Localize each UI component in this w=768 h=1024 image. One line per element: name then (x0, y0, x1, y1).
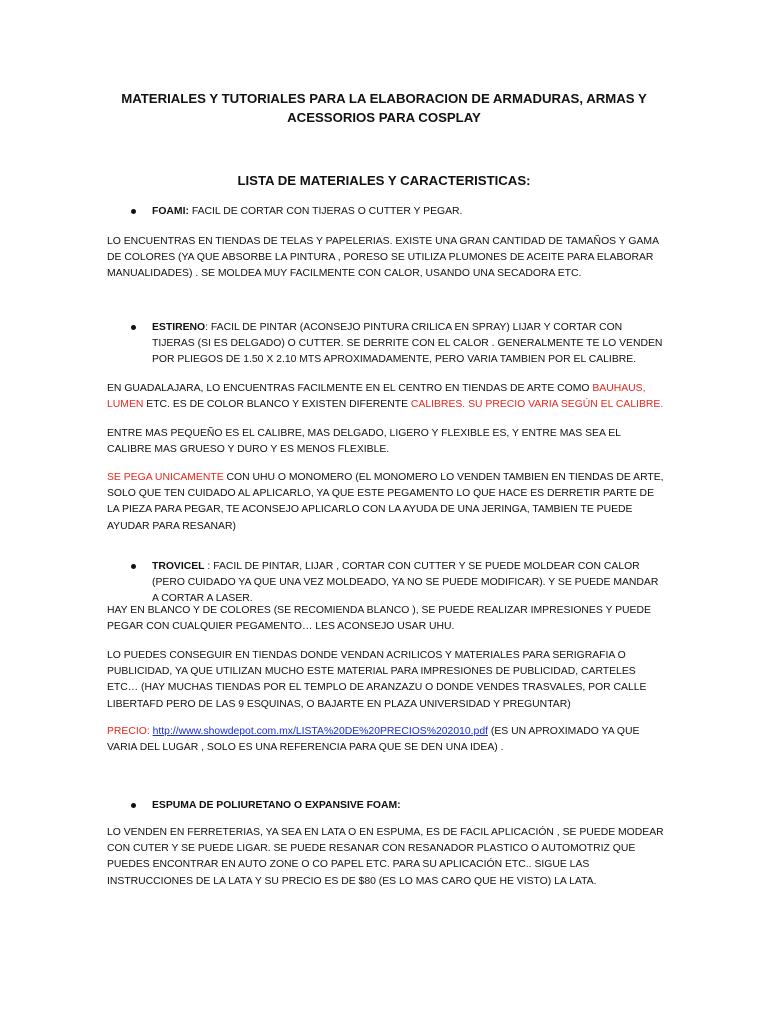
paragraph-espuma: LO VENDEN EN FERRETERIAS, YA SEA EN LATA O EN ESPUMA, ES DE FACIL APLICACIÓN , SE PUEDE MODEAR CON CUTER Y SE PUEDE LIGAR. SE PUEDE RESANAR CON RESANADOR PLASTICO O AUTOMOTRIZ QUE PUEDES ENCONTRAR EN AUTO ZONE O CO PAPEL ETC. PARA SU APLICACIÓN ETC.. SIGUE LAS INSTRUCCIONES DE LA LATA Y SU PRECIO ES DE $80 (ES LO MAS CARO QUE HE VISTO) LA LATA. (107, 827, 664, 887)
bullet-text (152, 204, 667, 220)
material-description: : FACIL DE PINTAR, LIJAR , CORTAR CON CUTTER Y SE PUEDE MOLDEAR CON CALOR (PERO CUIDADO YA QUE UNA VEZ MOLDEADO, YA NO SE PUEDE MODIFICAR). Y SE PUEDE MANDAR A CORTAR A LASER. (152, 561, 659, 605)
text-run: (ES UN APROXIMADO YA QUE VARIA DEL LUGAR , SOLO ES UNA REFERENCIA PARA QUE SE DEN UNA IDEA) . (107, 726, 640, 754)
bullet-item-trovicel (107, 559, 667, 608)
material-label: FOAMI: (152, 206, 189, 217)
paragraph-estireno-calibre: ENTRE MAS PEQUEÑO ES EL CALIBRE, MAS DELGADO, LIGERO Y FLEXIBLE ES, Y ENTRE MAS SEA EL CALIBRE MAS GRUESO Y DURO Y ES MENOS FLEXIBLE. (107, 428, 621, 456)
bullet-item-espuma (107, 798, 667, 814)
paragraph-foami: LO ENCUENTRAS EN TIENDAS DE TELAS Y PAPELERIAS. EXISTE UNA GRAN CANTIDAD DE TAMAÑOS Y GAMA DE COLORES (YA QUE ABSORBE LA PINTURA , PORESO SE UTILIZA PLUMONES DE ACEITE PARA ELABORAR MANUALIDADES) . SE MOLDEA MUY FACILMENTE CON CALOR, USANDO UNA SECADORA ETC. (107, 236, 659, 280)
paragraph-trovicel-price (107, 724, 667, 756)
material-label: ESTIRENO (152, 322, 206, 333)
highlight-calibres: CALIBRES. SU PRECIO VARIA SEGÚN EL CALIBRE. (410, 399, 664, 411)
text-run: CON UHU O MONOMERO (EL MONOMERO LO VENDEN TAMBIEN EN TIENDAS DE ARTE, SOLO QUE TEN CUIDADO AL APLICARLO, YA QUE ESTE PEGAMENTO LO QUE HACE ES DERRETIR PARTE DE LA PIEZA PARA PEGAR, TE ACONSEJO APLICARLO CON LA AYUDA DE UNA JERINGA, TAMBIEN TE PUEDE AYUDAR PARA RESANAR) (107, 472, 664, 532)
paragraph-estireno-glue (107, 470, 667, 535)
price-label: PRECIO: (107, 726, 150, 737)
bullet-item-foami (107, 204, 667, 220)
bullet-icon (131, 209, 136, 214)
material-label: TROVICEL (152, 561, 205, 572)
highlight-glue: SE PEGA UNICAMENTE (107, 472, 224, 483)
text-run: EN GUADALAJARA, LO ENCUENTRAS FACILMENTE EN EL CENTRO EN TIENDAS DE ARTE COMO (107, 383, 593, 394)
text-run: ETC. ES DE COLOR BLANCO Y EXISTEN DIFERENTE (143, 399, 411, 411)
bullet-item-estireno (107, 320, 667, 369)
document-title: MATERIALES Y TUTORIALES PARA LA ELABORACION DE ARMADURAS, ARMAS Y ACESSORIOS PARA COSPLAY (121, 91, 647, 125)
bullet-icon (131, 803, 136, 808)
bullet-text (152, 320, 667, 369)
material-description: : FACIL DE PINTAR (ACONSEJO PINTURA CRILICA EN SPRAY) LIJAR Y CORTAR CON TIJERAS (SI ES DELGADO) O CUTTER. SE DERRITE CON EL CALOR . GENERALMENTE TE LO VENDEN POR PLIEGOS DE 1.50 X 2.10 MTS APROXIMADAMENTE, PERO VARIA TAMBIEN POR EL CALIBRE. (152, 322, 663, 366)
price-list-link[interactable]: http://www.showdepot.com.mx/LISTA%20DE%20PRECIOS%202010.pdf (152, 726, 488, 737)
bullet-icon (131, 564, 136, 569)
material-label: ESPUMA DE POLIURETANO O EXPANSIVE FOAM: (152, 800, 401, 811)
paragraph-estireno-location (107, 381, 667, 413)
bullet-text (152, 798, 667, 814)
highlight-stores: BAUHAUS, LUMEN (107, 383, 646, 411)
section-heading: LISTA DE MATERIALES Y CARACTERISTICAS: (237, 173, 531, 188)
material-description: FACIL DE CORTAR CON TIJERAS O CUTTER Y PEGAR. (188, 206, 463, 217)
paragraph-trovicel-colors: HAY EN BLANCO Y DE COLORES (SE RECOMIENDA BLANCO ), SE PUEDE REALIZAR IMPRESIONES Y PUEDE PEGAR CON CUALQUIER PEGAMENTO… LES ACONSEJO USAR UHU. (107, 605, 651, 633)
paragraph-trovicel-stores: LO PUEDES CONSEGUIR EN TIENDAS DONDE VENDAN ACRILICOS Y MATERIALES PARA SERIGRAFIA O PUBLICIDAD, YA QUE UTILIZAN MUCHO ESTE MATERIAL PARA IMPRESIONES DE PUBLICIDAD, CARTELES ETC… (HAY MUCHAS TIENDAS POR EL TEMPLO DE ARANZAZU O DONDE VENDES TRASVALES, POR CALLE LIBERTAFD PERO DE LAS 9 ESQUINAS, O BAJARTE EN PLAZA UNIVERSIDAD Y PREGUNTAR) (107, 650, 647, 710)
bullet-text (152, 559, 667, 608)
bullet-icon (131, 325, 136, 330)
